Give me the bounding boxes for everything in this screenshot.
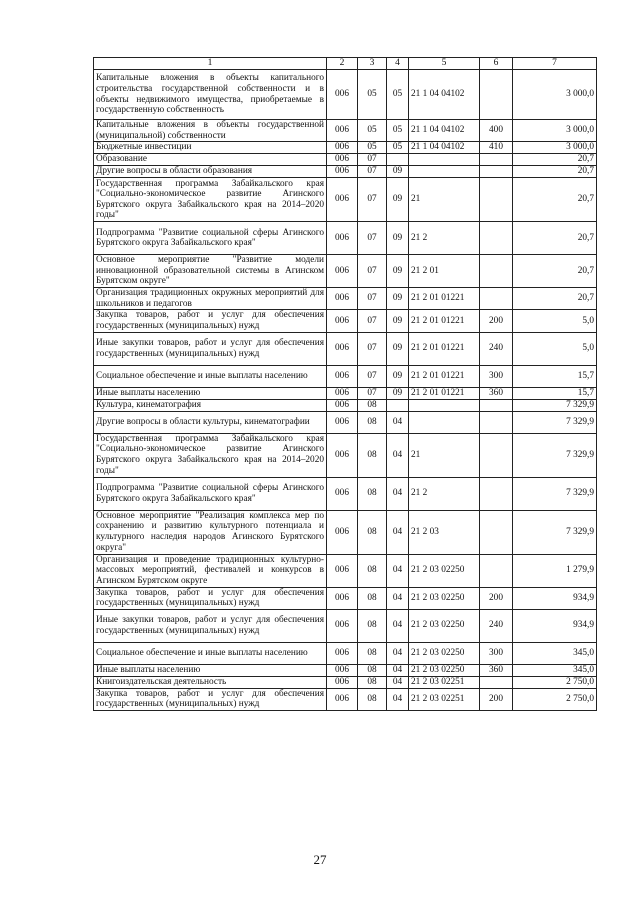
cell-name: Подпрограмма "Развитие социальной сферы Агинского Бурятского округа Забайкальского края" [94, 477, 327, 510]
cell-amount: 2 750,0 [513, 688, 597, 710]
cell-target: 21 2 01 01221 [409, 332, 480, 365]
table-row [94, 166, 597, 178]
cell-section: 08 [358, 554, 387, 587]
cell-section: 07 [358, 178, 387, 222]
cell-target [409, 399, 480, 411]
cell-subsection: 09 [387, 387, 409, 399]
cell-code: 006 [327, 554, 358, 587]
cell-code: 006 [327, 365, 358, 387]
cell-subsection: 04 [387, 642, 409, 664]
header-cell-amount: 7 [513, 58, 597, 70]
cell-section: 07 [358, 222, 387, 255]
cell-name: Другие вопросы в области образования [94, 166, 327, 178]
cell-subsection [387, 154, 409, 166]
cell-amount: 7 329,9 [513, 433, 597, 477]
cell-code: 006 [327, 166, 358, 178]
header-row [94, 58, 597, 70]
cell-subsection: 09 [387, 166, 409, 178]
cell-type [480, 554, 513, 587]
cell-name: Государственная программа Забайкальского края "Социально-экономическое развитие Агинского Бурятского округа Забайкальского края на 2014–2020 годы" [94, 178, 327, 222]
cell-name: Иные закупки товаров, работ и услуг для обеспечения государственных (муниципальных) нужд [94, 332, 327, 365]
budget-table-container [93, 57, 596, 711]
cell-target [409, 411, 480, 433]
cell-name: Культура, кинематография [94, 399, 327, 411]
cell-type [480, 154, 513, 166]
cell-subsection: 04 [387, 411, 409, 433]
header-cell-subsection: 4 [387, 58, 409, 70]
cell-amount: 7 329,9 [513, 477, 597, 510]
cell-section: 07 [358, 255, 387, 288]
cell-section: 08 [358, 510, 387, 554]
cell-type: 410 [480, 142, 513, 154]
cell-amount: 20,7 [513, 288, 597, 310]
cell-section: 05 [358, 142, 387, 154]
cell-subsection: 04 [387, 664, 409, 676]
cell-subsection: 09 [387, 255, 409, 288]
table-row [94, 255, 597, 288]
cell-code: 006 [327, 609, 358, 642]
cell-section: 08 [358, 411, 387, 433]
table-row [94, 477, 597, 510]
cell-code: 006 [327, 142, 358, 154]
cell-type: 300 [480, 642, 513, 664]
cell-type [480, 70, 513, 120]
cell-code: 006 [327, 70, 358, 120]
cell-code: 006 [327, 510, 358, 554]
table-row [94, 554, 597, 587]
cell-amount: 345,0 [513, 664, 597, 676]
cell-subsection [387, 399, 409, 411]
cell-target: 21 2 01 01221 [409, 288, 480, 310]
table-row [94, 510, 597, 554]
budget-table [93, 57, 597, 711]
cell-subsection: 09 [387, 332, 409, 365]
cell-code: 006 [327, 288, 358, 310]
cell-amount: 3 000,0 [513, 120, 597, 142]
cell-code: 006 [327, 433, 358, 477]
cell-type [480, 510, 513, 554]
cell-code: 006 [327, 310, 358, 332]
cell-code: 006 [327, 664, 358, 676]
cell-target: 21 1 04 04102 [409, 70, 480, 120]
cell-target: 21 [409, 433, 480, 477]
cell-subsection: 09 [387, 365, 409, 387]
cell-subsection: 09 [387, 222, 409, 255]
cell-subsection: 04 [387, 676, 409, 688]
cell-type [480, 399, 513, 411]
cell-subsection: 09 [387, 288, 409, 310]
cell-name: Капитальные вложения в объекты государственной (муниципальной) собственности [94, 120, 327, 142]
cell-name: Основное мероприятие "Развитие модели инновационной образовательной системы в Агинском Бурятском округе" [94, 255, 327, 288]
cell-name: Подпрограмма "Развитие социальной сферы Агинского Бурятского округа Забайкальского края" [94, 222, 327, 255]
cell-amount: 5,0 [513, 332, 597, 365]
cell-code: 006 [327, 587, 358, 609]
cell-subsection: 05 [387, 142, 409, 154]
cell-type: 400 [480, 120, 513, 142]
cell-type [480, 255, 513, 288]
cell-target: 21 2 03 [409, 510, 480, 554]
cell-target: 21 [409, 178, 480, 222]
cell-name: Иные выплаты населению [94, 387, 327, 399]
cell-subsection: 05 [387, 120, 409, 142]
cell-target [409, 154, 480, 166]
cell-target: 21 2 03 02250 [409, 664, 480, 676]
cell-section: 07 [358, 154, 387, 166]
cell-type [480, 166, 513, 178]
cell-subsection: 04 [387, 510, 409, 554]
cell-type [480, 411, 513, 433]
table-row [94, 310, 597, 332]
cell-name: Закупка товаров, работ и услуг для обеспечения государственных (муниципальных) нужд [94, 688, 327, 710]
cell-name: Книгоиздательская деятельность [94, 676, 327, 688]
cell-section: 07 [358, 365, 387, 387]
cell-name: Социальное обеспечение и иные выплаты населению [94, 365, 327, 387]
cell-name: Другие вопросы в области культуры, кинематографии [94, 411, 327, 433]
cell-section: 08 [358, 399, 387, 411]
cell-target: 21 2 01 01221 [409, 310, 480, 332]
cell-section: 07 [358, 166, 387, 178]
cell-type: 200 [480, 310, 513, 332]
cell-type [480, 477, 513, 510]
cell-name: Организация и проведение традиционных культурно-массовых мероприятий, фестивалей и конкурсов в Агинском Бурятском округе [94, 554, 327, 587]
cell-section: 08 [358, 676, 387, 688]
cell-target [409, 166, 480, 178]
cell-subsection: 09 [387, 310, 409, 332]
table-row [94, 178, 597, 222]
cell-target: 21 2 03 02250 [409, 609, 480, 642]
cell-type [480, 676, 513, 688]
cell-target: 21 1 04 04102 [409, 142, 480, 154]
cell-code: 006 [327, 399, 358, 411]
cell-subsection: 04 [387, 554, 409, 587]
table-row [94, 433, 597, 477]
cell-code: 006 [327, 387, 358, 399]
cell-amount: 934,9 [513, 609, 597, 642]
cell-code: 006 [327, 222, 358, 255]
cell-subsection: 05 [387, 70, 409, 120]
cell-section: 08 [358, 477, 387, 510]
table-row [94, 587, 597, 609]
cell-section: 07 [358, 288, 387, 310]
cell-subsection: 04 [387, 609, 409, 642]
cell-type [480, 288, 513, 310]
cell-amount: 7 329,9 [513, 411, 597, 433]
header-cell-section: 3 [358, 58, 387, 70]
table-row [94, 609, 597, 642]
cell-amount: 20,7 [513, 222, 597, 255]
cell-type [480, 433, 513, 477]
cell-target: 21 2 [409, 222, 480, 255]
cell-section: 08 [358, 609, 387, 642]
cell-name: Государственная программа Забайкальского края "Социально-экономическое развитие Агинского Бурятского округа Забайкальского края на 2014–2020 годы" [94, 433, 327, 477]
cell-name: Иные выплаты населению [94, 664, 327, 676]
cell-target: 21 2 03 02250 [409, 587, 480, 609]
cell-subsection: 04 [387, 688, 409, 710]
cell-code: 006 [327, 676, 358, 688]
cell-section: 05 [358, 70, 387, 120]
cell-code: 006 [327, 154, 358, 166]
cell-type: 300 [480, 365, 513, 387]
cell-amount: 7 329,9 [513, 510, 597, 554]
table-row [94, 411, 597, 433]
cell-amount: 20,7 [513, 154, 597, 166]
table-row [94, 664, 597, 676]
cell-code: 006 [327, 642, 358, 664]
cell-code: 006 [327, 255, 358, 288]
cell-name: Капитальные вложения в объекты капитального строительства государственной собственности и в объекты недвижимого имущества, приобретаемые в государственную собственность [94, 70, 327, 120]
cell-code: 006 [327, 411, 358, 433]
table-row [94, 288, 597, 310]
cell-amount: 15,7 [513, 387, 597, 399]
cell-amount: 20,7 [513, 178, 597, 222]
cell-amount: 1 279,9 [513, 554, 597, 587]
cell-target: 21 2 03 02250 [409, 642, 480, 664]
table-row [94, 387, 597, 399]
cell-target: 21 1 04 04102 [409, 120, 480, 142]
cell-target: 21 2 [409, 477, 480, 510]
cell-type: 240 [480, 609, 513, 642]
cell-subsection: 04 [387, 433, 409, 477]
cell-section: 08 [358, 433, 387, 477]
table-row [94, 399, 597, 411]
cell-subsection: 09 [387, 178, 409, 222]
cell-section: 07 [358, 387, 387, 399]
header-cell-type: 6 [480, 58, 513, 70]
table-row [94, 120, 597, 142]
table-row [94, 142, 597, 154]
cell-amount: 934,9 [513, 587, 597, 609]
header-cell-target: 5 [409, 58, 480, 70]
cell-amount: 15,7 [513, 365, 597, 387]
cell-section: 07 [358, 310, 387, 332]
cell-amount: 3 000,0 [513, 70, 597, 120]
cell-name: Закупка товаров, работ и услуг для обеспечения государственных (муниципальных) нужд [94, 310, 327, 332]
cell-code: 006 [327, 178, 358, 222]
cell-subsection: 04 [387, 587, 409, 609]
cell-amount: 345,0 [513, 642, 597, 664]
cell-code: 006 [327, 332, 358, 365]
cell-section: 08 [358, 642, 387, 664]
table-row [94, 222, 597, 255]
cell-subsection: 04 [387, 477, 409, 510]
cell-name: Бюджетные инвестиции [94, 142, 327, 154]
cell-target: 21 2 03 02251 [409, 688, 480, 710]
cell-target: 21 2 03 02250 [409, 554, 480, 587]
cell-amount: 20,7 [513, 255, 597, 288]
cell-name: Иные закупки товаров, работ и услуг для обеспечения государственных (муниципальных) нужд [94, 609, 327, 642]
cell-target: 21 2 01 01221 [409, 387, 480, 399]
cell-type: 360 [480, 664, 513, 676]
cell-type: 200 [480, 587, 513, 609]
cell-section: 05 [358, 120, 387, 142]
cell-amount: 3 000,0 [513, 142, 597, 154]
cell-type: 200 [480, 688, 513, 710]
cell-name: Социальное обеспечение и иные выплаты населению [94, 642, 327, 664]
cell-amount: 5,0 [513, 310, 597, 332]
cell-code: 006 [327, 120, 358, 142]
cell-name: Организация традиционных окружных мероприятий для школьников и педагогов [94, 288, 327, 310]
cell-name: Образование [94, 154, 327, 166]
cell-section: 07 [358, 332, 387, 365]
cell-code: 006 [327, 688, 358, 710]
cell-target: 21 2 01 [409, 255, 480, 288]
table-row [94, 365, 597, 387]
cell-amount: 7 329,9 [513, 399, 597, 411]
cell-type: 240 [480, 332, 513, 365]
cell-code: 006 [327, 477, 358, 510]
header-cell-name: 1 [94, 58, 327, 70]
cell-name: Основное мероприятие "Реализация комплекса мер по сохранению и развитию культурного потенциала и культурного наследия народов Агинского Бурятского округа" [94, 510, 327, 554]
cell-section: 08 [358, 688, 387, 710]
cell-section: 08 [358, 664, 387, 676]
table-row [94, 154, 597, 166]
cell-section: 08 [358, 587, 387, 609]
table-row [94, 332, 597, 365]
table-row [94, 688, 597, 710]
cell-name: Закупка товаров, работ и услуг для обеспечения государственных (муниципальных) нужд [94, 587, 327, 609]
cell-target: 21 2 01 01221 [409, 365, 480, 387]
table-row [94, 70, 597, 120]
header-cell-code: 2 [327, 58, 358, 70]
page-number: 27 [313, 852, 327, 867]
table-row [94, 642, 597, 664]
cell-type [480, 222, 513, 255]
table-row [94, 676, 597, 688]
cell-type: 360 [480, 387, 513, 399]
cell-amount: 20,7 [513, 166, 597, 178]
cell-amount: 2 750,0 [513, 676, 597, 688]
cell-target: 21 2 03 02251 [409, 676, 480, 688]
cell-type [480, 178, 513, 222]
